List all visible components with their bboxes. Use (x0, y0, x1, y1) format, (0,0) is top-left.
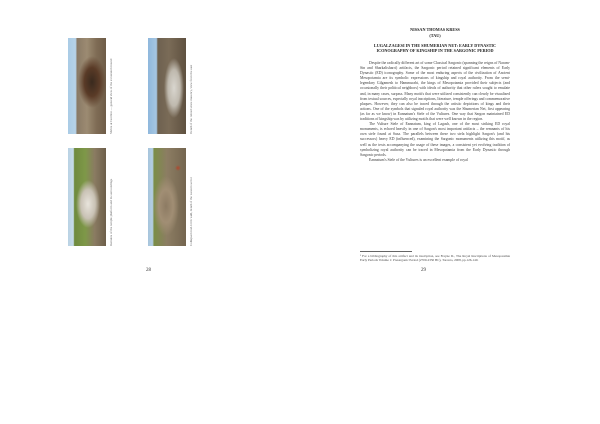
article-affiliation: (TAU) (429, 33, 441, 38)
photo-plate-4 (148, 148, 186, 246)
photo-caption-3: Remains of the temple platform and its surroundings (109, 178, 113, 246)
photo-plate-1 (68, 38, 106, 134)
right-page-number: 29 (421, 268, 426, 273)
photo-plate-3 (68, 148, 106, 246)
article-title: LUGALZAGESI IN THE SHUMERIAN NET: EARLY DYNASTIC ICONOGRAPHY OF KINGSHIP IN THE SARGONIC PERIOD (373, 43, 497, 53)
excavation-photo (148, 148, 186, 246)
article-body (360, 61, 510, 163)
photo-caption-4: Collapsed mud-brick wall, detail of the western sector (189, 176, 193, 246)
excavation-photo (148, 38, 186, 134)
footnote-divider (360, 251, 412, 252)
photo-plate-2 (148, 38, 186, 134)
left-page-number: 28 (146, 268, 151, 273)
photo-caption-2: Detail of the ruined stone masonry, view from the east (189, 64, 193, 134)
body-paragraph: Despite the radically different art of some Classical Sargonic (spanning the reigns of Naram-Sin and Sharkalisharri) artifacts, the Sargonic period retained significant elements of Early Dynastic (ED) iconography. Some of the most enduring aspects of the civilization of Ancient Mesopotamia are its symbolic expressions of kingship and royal authority. From the semi-legendary Gilgamesh to Hammurabi, the kings of Mesopotamia provided their subjects (and occasionally their political neighbors) with ideals of authority that other rulers sought to emulate and, in many cases, surpass. Many motifs that were utilized consistently can clearly be visualized from textual sources, especially royal inscriptions, literature, temple offerings and commemorative plaques. However, they can also be traced through the artistic depictions of kings and their actions. One of the symbols that signaled royal authority was the Shumerian Net, first appearing (as far as we know) in Eannatum's Stele of the Vultures. One way that Sargon maintained ED traditions of kingship was by utilizing motifs that were well known in the region. (360, 61, 510, 122)
body-paragraph: The Vulture Stele of Eannatum, king of Lagash, one of the most striking ED royal monuments, is echoed heavily in one of Sargon's most important artifacts – the remnants of his own stele found at Susa. The parallels between these two stela highlight Sargon's (and his successors) heavy ED (influenced), examining the Sargonic monuments utilizing this motif, as well as the texts accompanying the usage of these images, a consistent yet evolving tradition of symbolizing royal authority can be traced in Mesopotamia from the Early Dynastic through Sargonic periods. (360, 122, 510, 157)
photo-caption-1: Shrine at Gordion — general view of the excavated mound (109, 58, 113, 134)
article-author: NISSAN THOMAS KRESS (410, 27, 460, 32)
body-paragraph: Eannatum's Stele of the Vultures is an excellent example of royal (369, 157, 468, 162)
excavation-photo (68, 38, 106, 134)
footnote: ¹ For a bibliography of this artifact and its inscription, see Frayne D., The Royal Inscriptions of Mesopotamia Early Periods Volume 1: Presargonic Period (2700-2350 BC), Toronto, 2008, pp.126-140. (360, 254, 510, 263)
excavation-photo (68, 148, 106, 246)
